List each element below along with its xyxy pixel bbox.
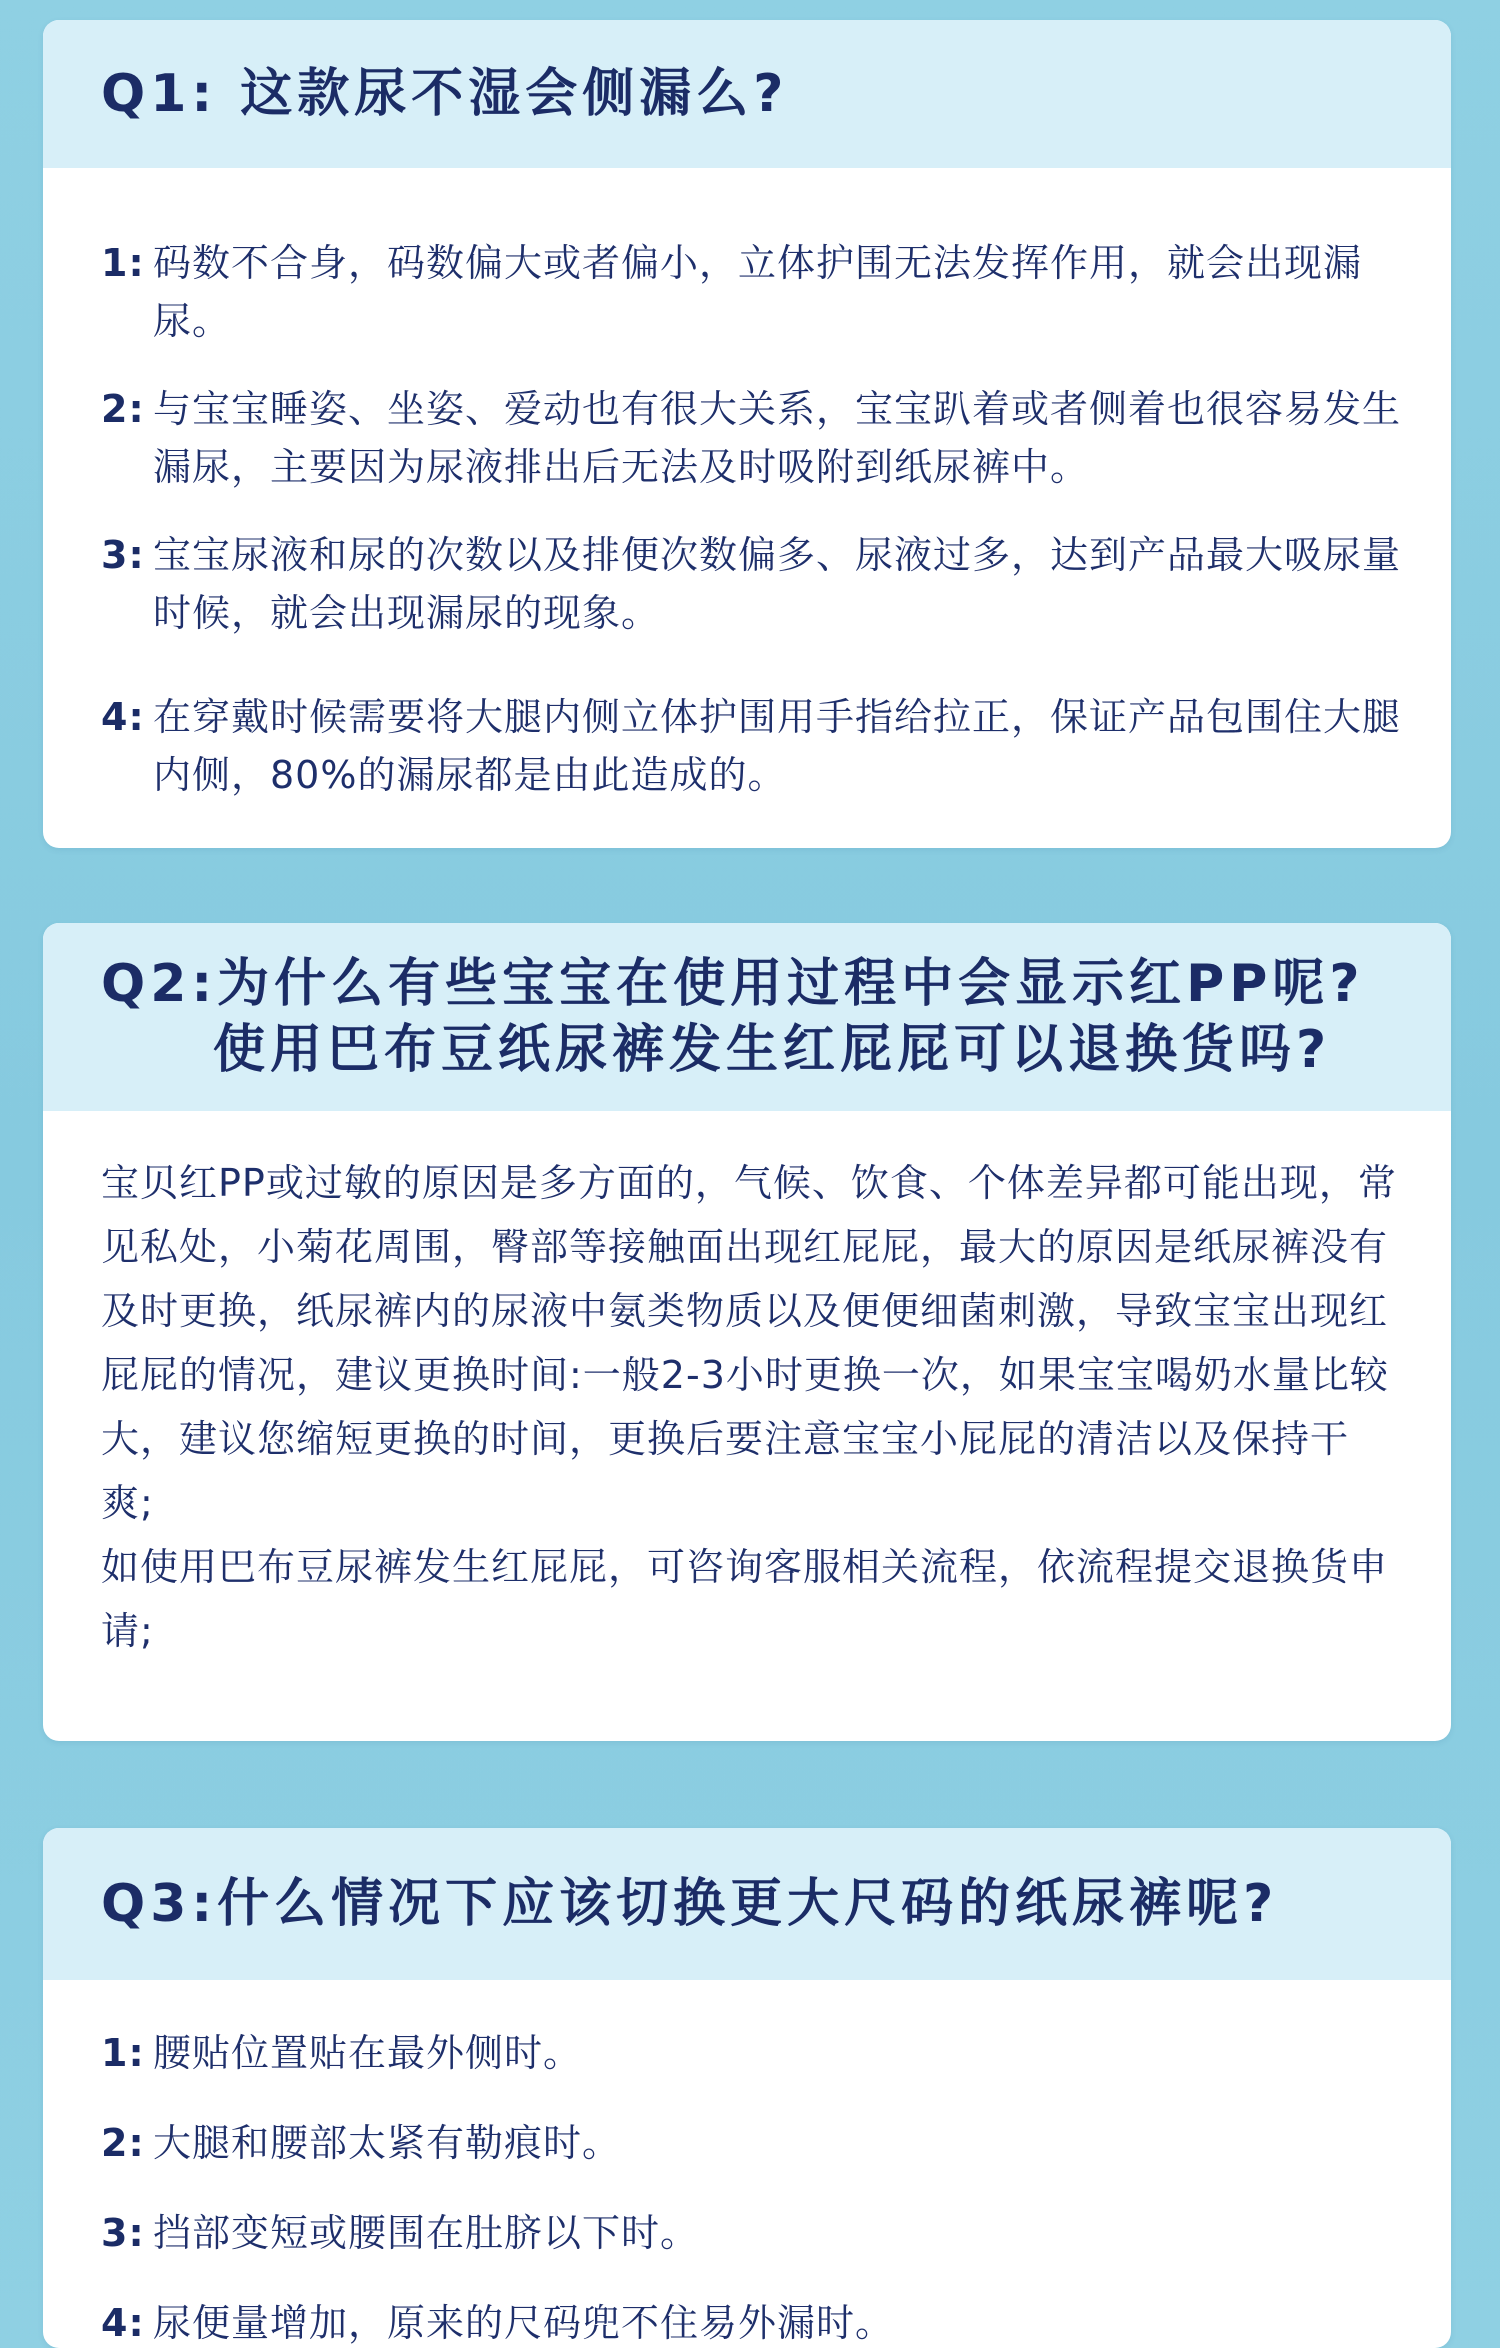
answer-item (101, 688, 1401, 804)
answer-item-number: 1: (101, 241, 145, 285)
faq-card-q2 (43, 923, 1451, 1741)
faq-question-title: Q3:什么情况下应该切换更大尺码的纸尿裤呢? (101, 1874, 1279, 1934)
answer-paragraph: 如使用巴布豆尿裤发生红屁屁，可咨询客服相关流程，依流程提交退换货申请; (101, 1545, 1389, 1653)
answer-item (101, 2114, 1401, 2172)
answer-item-text: 与宝宝睡姿、坐姿、爱动也有很大关系，宝宝趴着或者侧着也很容易发生漏尿，主要因为尿液排出后无法及时吸附到纸尿裤中。 (153, 387, 1402, 489)
answer-item-text: 尿便量增加，原来的尺码兜不住易外漏时。 (153, 2301, 895, 2345)
answer-item-text: 腰贴位置贴在最外侧时。 (153, 2031, 583, 2075)
answer-item-number: 1: (101, 2031, 145, 2075)
answer-item (101, 2024, 1401, 2082)
answer-item (101, 2204, 1401, 2262)
faq-question-title: Q1: 这款尿不湿会侧漏么? (101, 64, 789, 124)
faq-question-header (43, 20, 1451, 168)
faq-card-q3 (43, 1828, 1451, 2348)
answer-item-number: 3: (101, 533, 145, 577)
faq-question-title-line2: 使用巴布豆纸尿裤发生红屁屁可以退换货吗? (213, 1020, 1332, 1080)
answer-item (101, 2294, 1401, 2348)
faq-card-q1 (43, 20, 1451, 848)
answer-item-number: 4: (101, 2301, 145, 2345)
answer-item-number: 2: (101, 387, 145, 431)
answer-item (101, 234, 1401, 350)
answer-item-text: 大腿和腰部太紧有勒痕时。 (153, 2121, 622, 2165)
answer-item-text: 在穿戴时候需要将大腿内侧立体护围用手指给拉正，保证产品包围住大腿内侧，80%的漏尿都是由此造成的。 (153, 695, 1402, 797)
answer-item-text: 宝宝尿液和尿的次数以及排便次数偏多、尿液过多，达到产品最大吸尿量时候，就会出现漏尿的现象。 (153, 533, 1402, 635)
answer-item-number: 4: (101, 695, 145, 739)
faq-question-header (43, 923, 1451, 1111)
answer-item-text: 挡部变短或腰围在肚脐以下时。 (153, 2211, 700, 2255)
faq-question-header (43, 1828, 1451, 1980)
faq-answer-body (43, 1111, 1451, 1663)
answer-item (101, 380, 1401, 496)
answer-item-number: 3: (101, 2211, 145, 2255)
answer-item-number: 2: (101, 2121, 145, 2165)
faq-answer-body (43, 168, 1451, 804)
faq-answer-body (43, 1980, 1451, 2348)
answer-paragraph: 宝贝红PP或过敏的原因是多方面的，气候、饮食、个体差异都可能出现，常见私处，小菊花周围，臀部等接触面出现红屁屁，最大的原因是纸尿裤没有及时更换，纸尿裤内的尿液中氨类物质以及便便细菌刺激，导致宝宝出现红屁屁的情况，建议更换时间:一般2-3小时更换一次，如果宝宝喝奶水量比较大，建议您缩短更换的时间，更换后要注意宝宝小屁屁的清洁以及保持干爽; (101, 1161, 1397, 1525)
answer-item-text: 码数不合身，码数偏大或者偏小，立体护围无法发挥作用，就会出现漏尿。 (153, 241, 1363, 343)
faq-question-title: Q2:为什么有些宝宝在使用过程中会显示红PP呢? (101, 954, 1365, 1014)
answer-item (101, 526, 1401, 642)
